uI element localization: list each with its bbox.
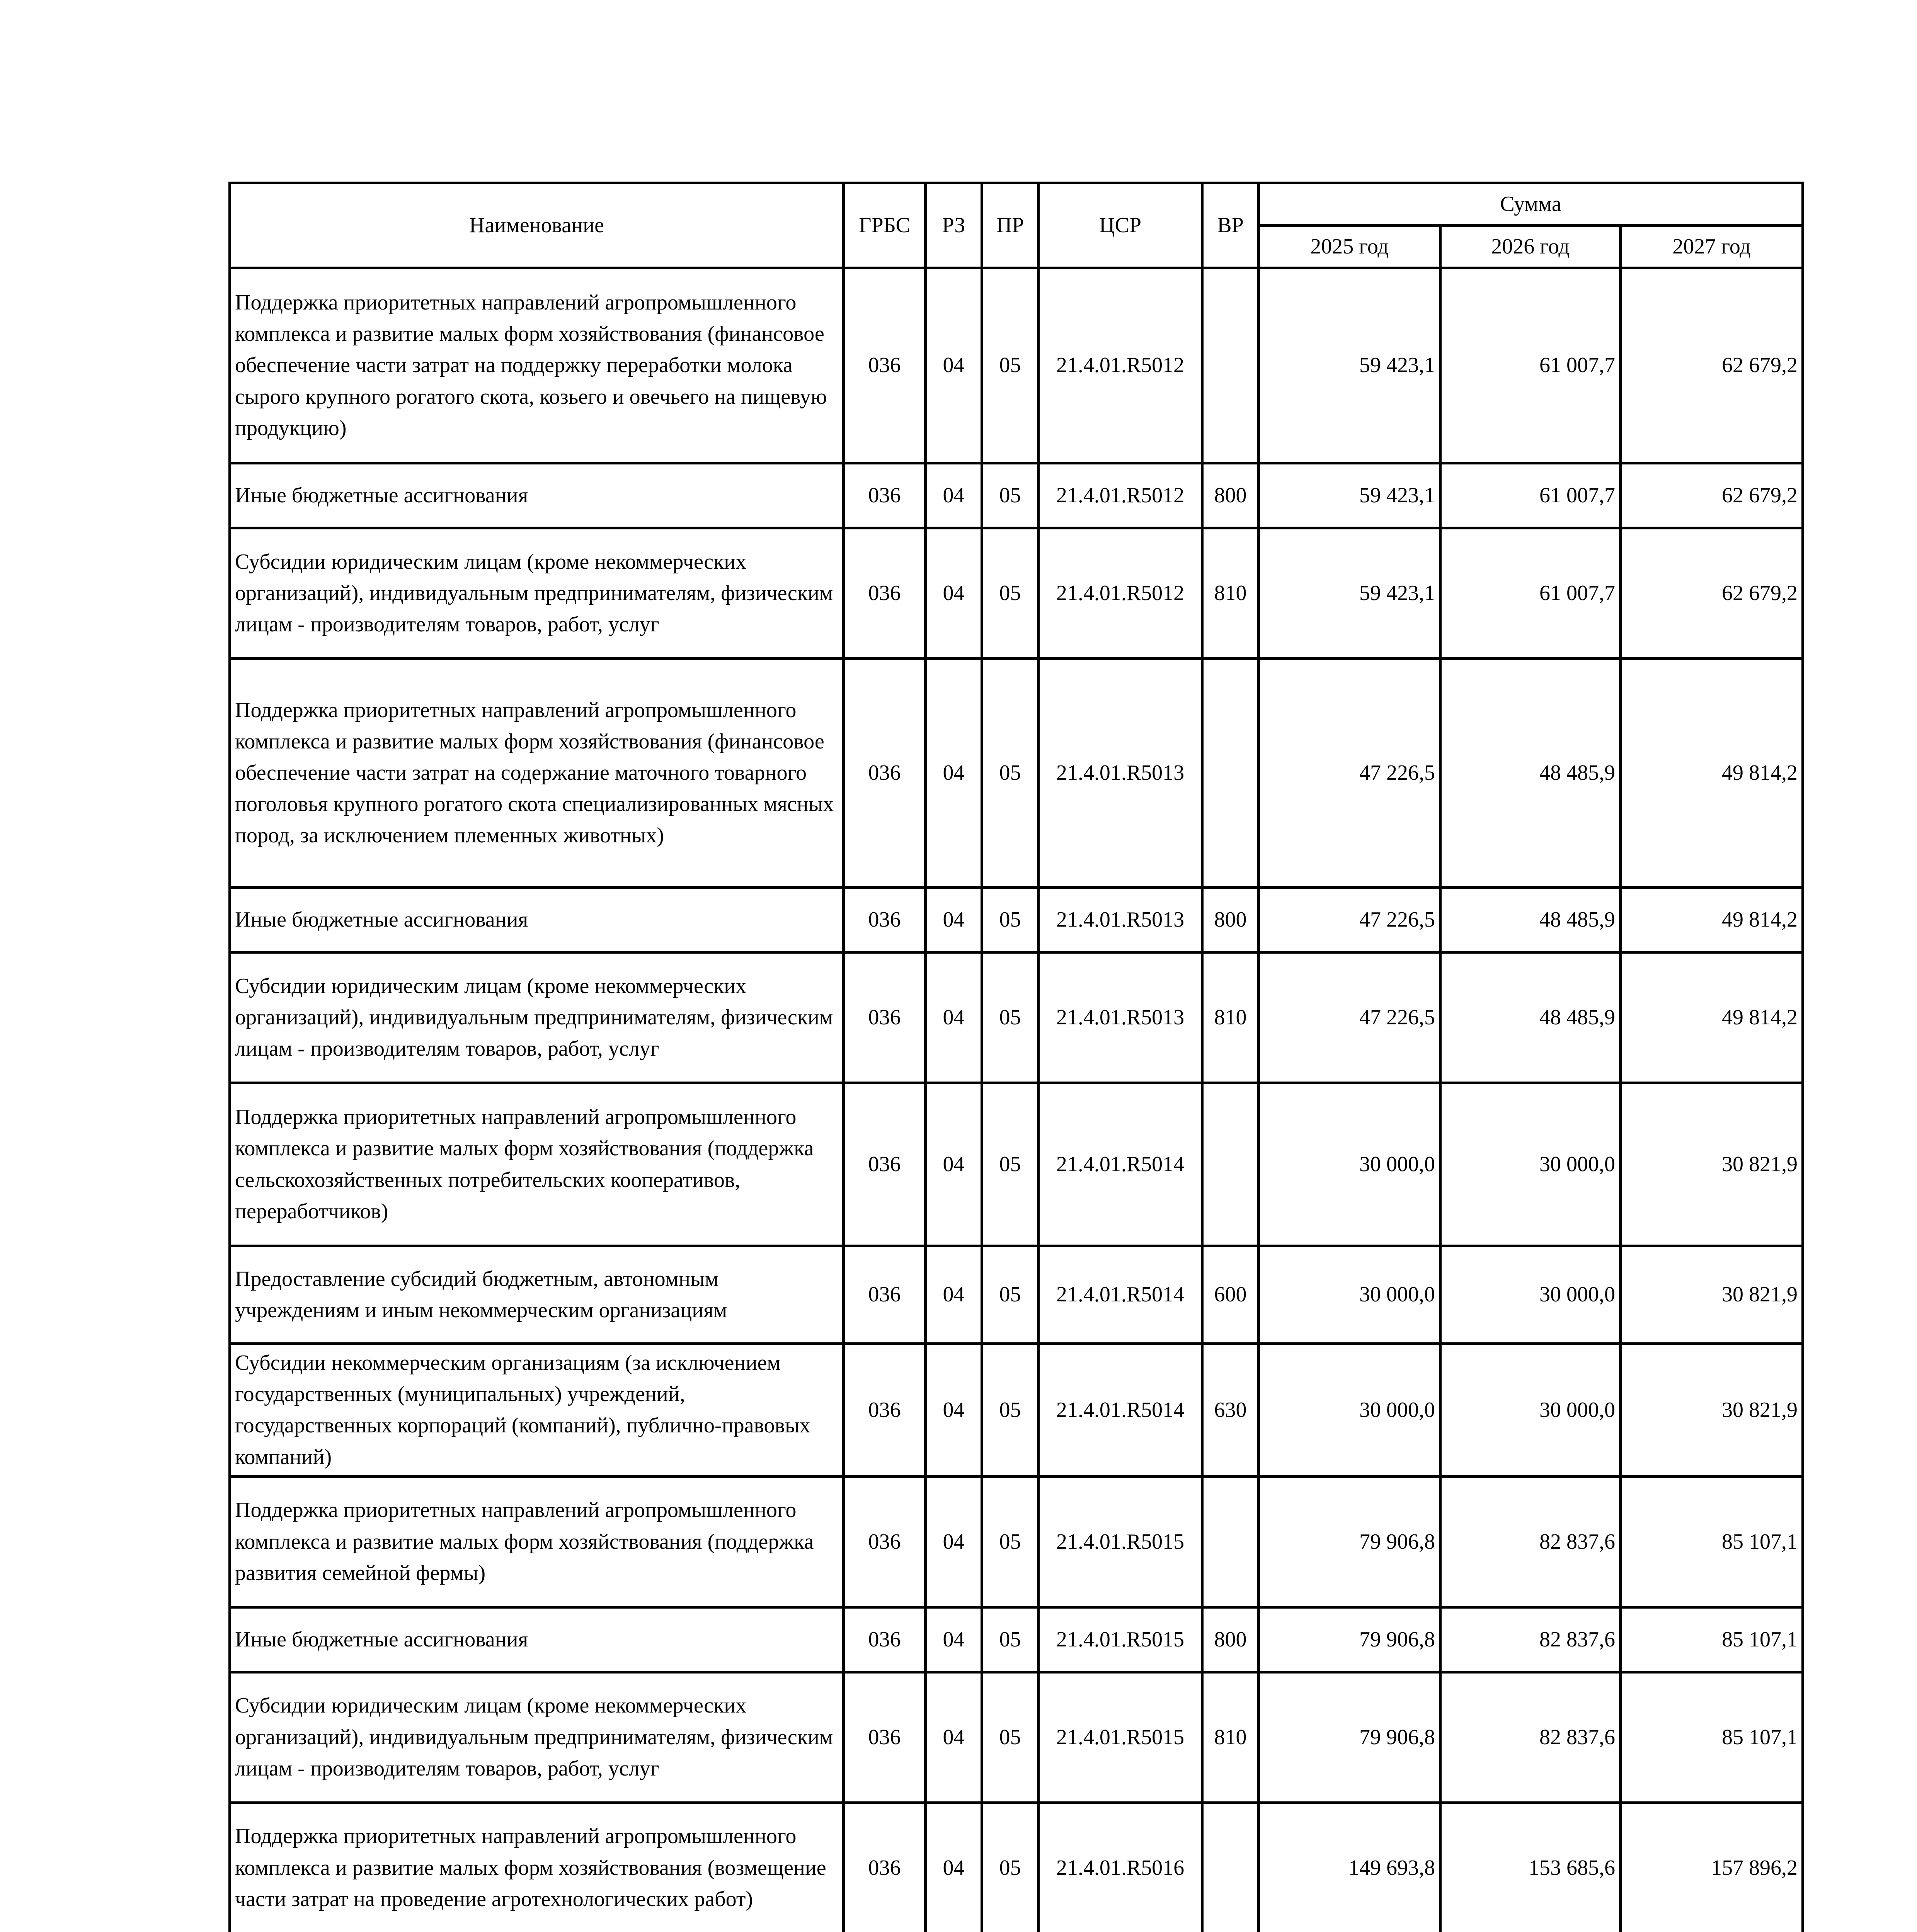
table-row — [230, 528, 1803, 659]
cell-sum-2025: 47 226,5 — [1259, 659, 1440, 888]
cell-rz: 04 — [926, 528, 982, 659]
cell-csr: 21.4.01.R5015 — [1039, 1476, 1202, 1607]
cell-sum-2026: 61 007,7 — [1440, 463, 1621, 528]
cell-pr: 05 — [982, 952, 1039, 1083]
cell-vr: 810 — [1202, 1672, 1259, 1803]
cell-grbs: 036 — [844, 1803, 926, 1932]
cell-sum-2026: 153 685,6 — [1440, 1803, 1621, 1932]
cell-sum-2027: 49 814,2 — [1621, 659, 1803, 888]
cell-sum-2026: 61 007,7 — [1440, 528, 1621, 659]
table-row — [230, 268, 1803, 463]
cell-vr — [1202, 1083, 1259, 1246]
cell-pr: 05 — [982, 1476, 1039, 1607]
cell-pr: 05 — [982, 1344, 1039, 1477]
cell-pr: 05 — [982, 268, 1039, 463]
cell-sum-2026: 48 485,9 — [1440, 659, 1621, 888]
table-row — [230, 888, 1803, 952]
cell-rz: 04 — [926, 1344, 982, 1477]
table-row — [230, 1672, 1803, 1803]
budget-table — [228, 182, 1804, 1932]
table-row — [230, 463, 1803, 528]
cell-pr: 05 — [982, 1246, 1039, 1344]
cell-name: Субсидии юридическим лицам (кроме некоммерческих организаций), индивидуальным предпринимателям, физическим лицам - производителям товаров, работ, услуг — [230, 952, 844, 1083]
cell-sum-2025: 47 226,5 — [1259, 952, 1440, 1083]
cell-grbs: 036 — [844, 1344, 926, 1477]
cell-pr: 05 — [982, 528, 1039, 659]
cell-vr: 810 — [1202, 952, 1259, 1083]
cell-sum-2026: 30 000,0 — [1440, 1083, 1621, 1246]
cell-name: Субсидии юридическим лицам (кроме некоммерческих организаций), индивидуальным предпринимателям, физическим лицам - производителям товаров, работ, услуг — [230, 1672, 844, 1803]
cell-name: Иные бюджетные ассигнования — [230, 888, 844, 952]
cell-sum-2027: 62 679,2 — [1621, 528, 1803, 659]
cell-grbs: 036 — [844, 1246, 926, 1344]
cell-sum-2025: 30 000,0 — [1259, 1344, 1440, 1477]
cell-sum-2027: 62 679,2 — [1621, 268, 1803, 463]
cell-csr: 21.4.01.R5013 — [1039, 659, 1202, 888]
cell-csr: 21.4.01.R5015 — [1039, 1607, 1202, 1672]
cell-pr: 05 — [982, 1607, 1039, 1672]
cell-sum-2027: 62 679,2 — [1621, 463, 1803, 528]
cell-vr — [1202, 1476, 1259, 1607]
cell-name: Субсидии юридическим лицам (кроме некоммерческих организаций), индивидуальным предпринимателям, физическим лицам - производителям товаров, работ, услуг — [230, 528, 844, 659]
cell-csr: 21.4.01.R5016 — [1039, 1803, 1202, 1932]
cell-pr: 05 — [982, 1083, 1039, 1246]
cell-vr — [1202, 659, 1259, 888]
cell-csr: 21.4.01.R5014 — [1039, 1344, 1202, 1477]
cell-grbs: 036 — [844, 888, 926, 952]
cell-name: Поддержка приоритетных направлений агропромышленного комплекса и развитие малых форм хозяйствования (финансовое обеспечение части затрат на поддержку переработки молока сырого крупного рогатого скота, козьего и овечьего на пищевую продукцию) — [230, 268, 844, 463]
header-rz: РЗ — [926, 183, 982, 268]
cell-rz: 04 — [926, 659, 982, 888]
cell-sum-2026: 82 837,6 — [1440, 1607, 1621, 1672]
cell-name: Поддержка приоритетных направлений агропромышленного комплекса и развитие малых форм хозяйствования (возмещение части затрат на проведение агротехнологических работ) — [230, 1803, 844, 1932]
cell-sum-2026: 30 000,0 — [1440, 1344, 1621, 1477]
table-row — [230, 1246, 1803, 1344]
table-body — [230, 268, 1803, 1932]
header-year-2026: 2026 год — [1440, 226, 1621, 268]
cell-sum-2027: 85 107,1 — [1621, 1476, 1803, 1607]
cell-sum-2026: 82 837,6 — [1440, 1672, 1621, 1803]
cell-csr: 21.4.01.R5012 — [1039, 463, 1202, 528]
cell-sum-2025: 79 906,8 — [1259, 1476, 1440, 1607]
cell-grbs: 036 — [844, 1672, 926, 1803]
cell-csr: 21.4.01.R5014 — [1039, 1083, 1202, 1246]
cell-csr: 21.4.01.R5013 — [1039, 888, 1202, 952]
cell-sum-2025: 149 693,8 — [1259, 1803, 1440, 1932]
cell-name: Предоставление субсидий бюджетным, автономным учреждениям и иным некоммерческим организациям — [230, 1246, 844, 1344]
cell-vr — [1202, 268, 1259, 463]
cell-sum-2025: 79 906,8 — [1259, 1672, 1440, 1803]
cell-csr: 21.4.01.R5013 — [1039, 952, 1202, 1083]
cell-rz: 04 — [926, 1672, 982, 1803]
cell-vr: 800 — [1202, 1607, 1259, 1672]
cell-sum-2026: 82 837,6 — [1440, 1476, 1621, 1607]
cell-vr: 810 — [1202, 528, 1259, 659]
cell-name: Иные бюджетные ассигнования — [230, 1607, 844, 1672]
cell-rz: 04 — [926, 1476, 982, 1607]
cell-sum-2025: 30 000,0 — [1259, 1083, 1440, 1246]
cell-sum-2027: 30 821,9 — [1621, 1083, 1803, 1246]
header-pr: ПР — [982, 183, 1039, 268]
cell-sum-2025: 59 423,1 — [1259, 463, 1440, 528]
cell-grbs: 036 — [844, 1607, 926, 1672]
cell-csr: 21.4.01.R5014 — [1039, 1246, 1202, 1344]
cell-csr: 21.4.01.R5015 — [1039, 1672, 1202, 1803]
cell-sum-2027: 49 814,2 — [1621, 952, 1803, 1083]
cell-vr: 800 — [1202, 888, 1259, 952]
table-row — [230, 1344, 1803, 1477]
cell-rz: 04 — [926, 1083, 982, 1246]
cell-pr: 05 — [982, 1672, 1039, 1803]
cell-rz: 04 — [926, 1607, 982, 1672]
cell-name: Поддержка приоритетных направлений агропромышленного комплекса и развитие малых форм хозяйствования (поддержка развития семейной фермы) — [230, 1476, 844, 1607]
header-name: Наименование — [230, 183, 844, 268]
cell-rz: 04 — [926, 268, 982, 463]
cell-grbs: 036 — [844, 463, 926, 528]
cell-name: Поддержка приоритетных направлений агропромышленного комплекса и развитие малых форм хозяйствования (поддержка сельскохозяйственных потребительских кооперативов, переработчиков) — [230, 1083, 844, 1246]
table-row — [230, 1803, 1803, 1932]
cell-sum-2026: 30 000,0 — [1440, 1246, 1621, 1344]
cell-pr: 05 — [982, 659, 1039, 888]
table-row — [230, 1607, 1803, 1672]
cell-csr: 21.4.01.R5012 — [1039, 528, 1202, 659]
header-vr: ВР — [1202, 183, 1259, 268]
cell-sum-2026: 48 485,9 — [1440, 952, 1621, 1083]
cell-vr: 630 — [1202, 1344, 1259, 1477]
cell-sum-2026: 61 007,7 — [1440, 268, 1621, 463]
cell-rz: 04 — [926, 952, 982, 1083]
cell-sum-2025: 30 000,0 — [1259, 1246, 1440, 1344]
header-grbs: ГРБС — [844, 183, 926, 268]
cell-grbs: 036 — [844, 659, 926, 888]
cell-sum-2027: 85 107,1 — [1621, 1672, 1803, 1803]
cell-sum-2025: 59 423,1 — [1259, 268, 1440, 463]
table-row — [230, 659, 1803, 888]
cell-sum-2027: 157 896,2 — [1621, 1803, 1803, 1932]
table-header — [230, 183, 1803, 268]
cell-grbs: 036 — [844, 1476, 926, 1607]
cell-vr: 800 — [1202, 463, 1259, 528]
cell-rz: 04 — [926, 888, 982, 952]
cell-sum-2025: 59 423,1 — [1259, 528, 1440, 659]
cell-sum-2027: 85 107,1 — [1621, 1607, 1803, 1672]
header-csr: ЦСР — [1039, 183, 1202, 268]
cell-name: Поддержка приоритетных направлений агропромышленного комплекса и развитие малых форм хозяйствования (финансовое обеспечение части затрат на содержание маточного товарного поголовья крупного рогатого скота специализированных мясных пород, за исключением племенных животных) — [230, 659, 844, 888]
cell-grbs: 036 — [844, 1083, 926, 1246]
cell-vr — [1202, 1803, 1259, 1932]
cell-sum-2027: 30 821,9 — [1621, 1344, 1803, 1477]
cell-rz: 04 — [926, 1803, 982, 1932]
cell-sum-2026: 48 485,9 — [1440, 888, 1621, 952]
table-row — [230, 1476, 1803, 1607]
header-year-2027: 2027 год — [1621, 226, 1803, 268]
cell-sum-2025: 47 226,5 — [1259, 888, 1440, 952]
cell-pr: 05 — [982, 1803, 1039, 1932]
header-sum: Сумма — [1259, 183, 1803, 226]
cell-grbs: 036 — [844, 268, 926, 463]
table-row — [230, 1083, 1803, 1246]
cell-rz: 04 — [926, 463, 982, 528]
cell-grbs: 036 — [844, 952, 926, 1083]
cell-sum-2027: 49 814,2 — [1621, 888, 1803, 952]
cell-pr: 05 — [982, 463, 1039, 528]
cell-pr: 05 — [982, 888, 1039, 952]
cell-vr: 600 — [1202, 1246, 1259, 1344]
cell-name: Субсидии некоммерческим организациям (за исключением государственных (муниципальных) учреждений, государственных корпораций (компаний), публично-правовых компаний) — [230, 1344, 844, 1477]
cell-grbs: 036 — [844, 528, 926, 659]
cell-name: Иные бюджетные ассигнования — [230, 463, 844, 528]
cell-csr: 21.4.01.R5012 — [1039, 268, 1202, 463]
cell-sum-2027: 30 821,9 — [1621, 1246, 1803, 1344]
cell-rz: 04 — [926, 1246, 982, 1344]
cell-sum-2025: 79 906,8 — [1259, 1607, 1440, 1672]
header-year-2025: 2025 год — [1259, 226, 1440, 268]
table-row — [230, 952, 1803, 1083]
